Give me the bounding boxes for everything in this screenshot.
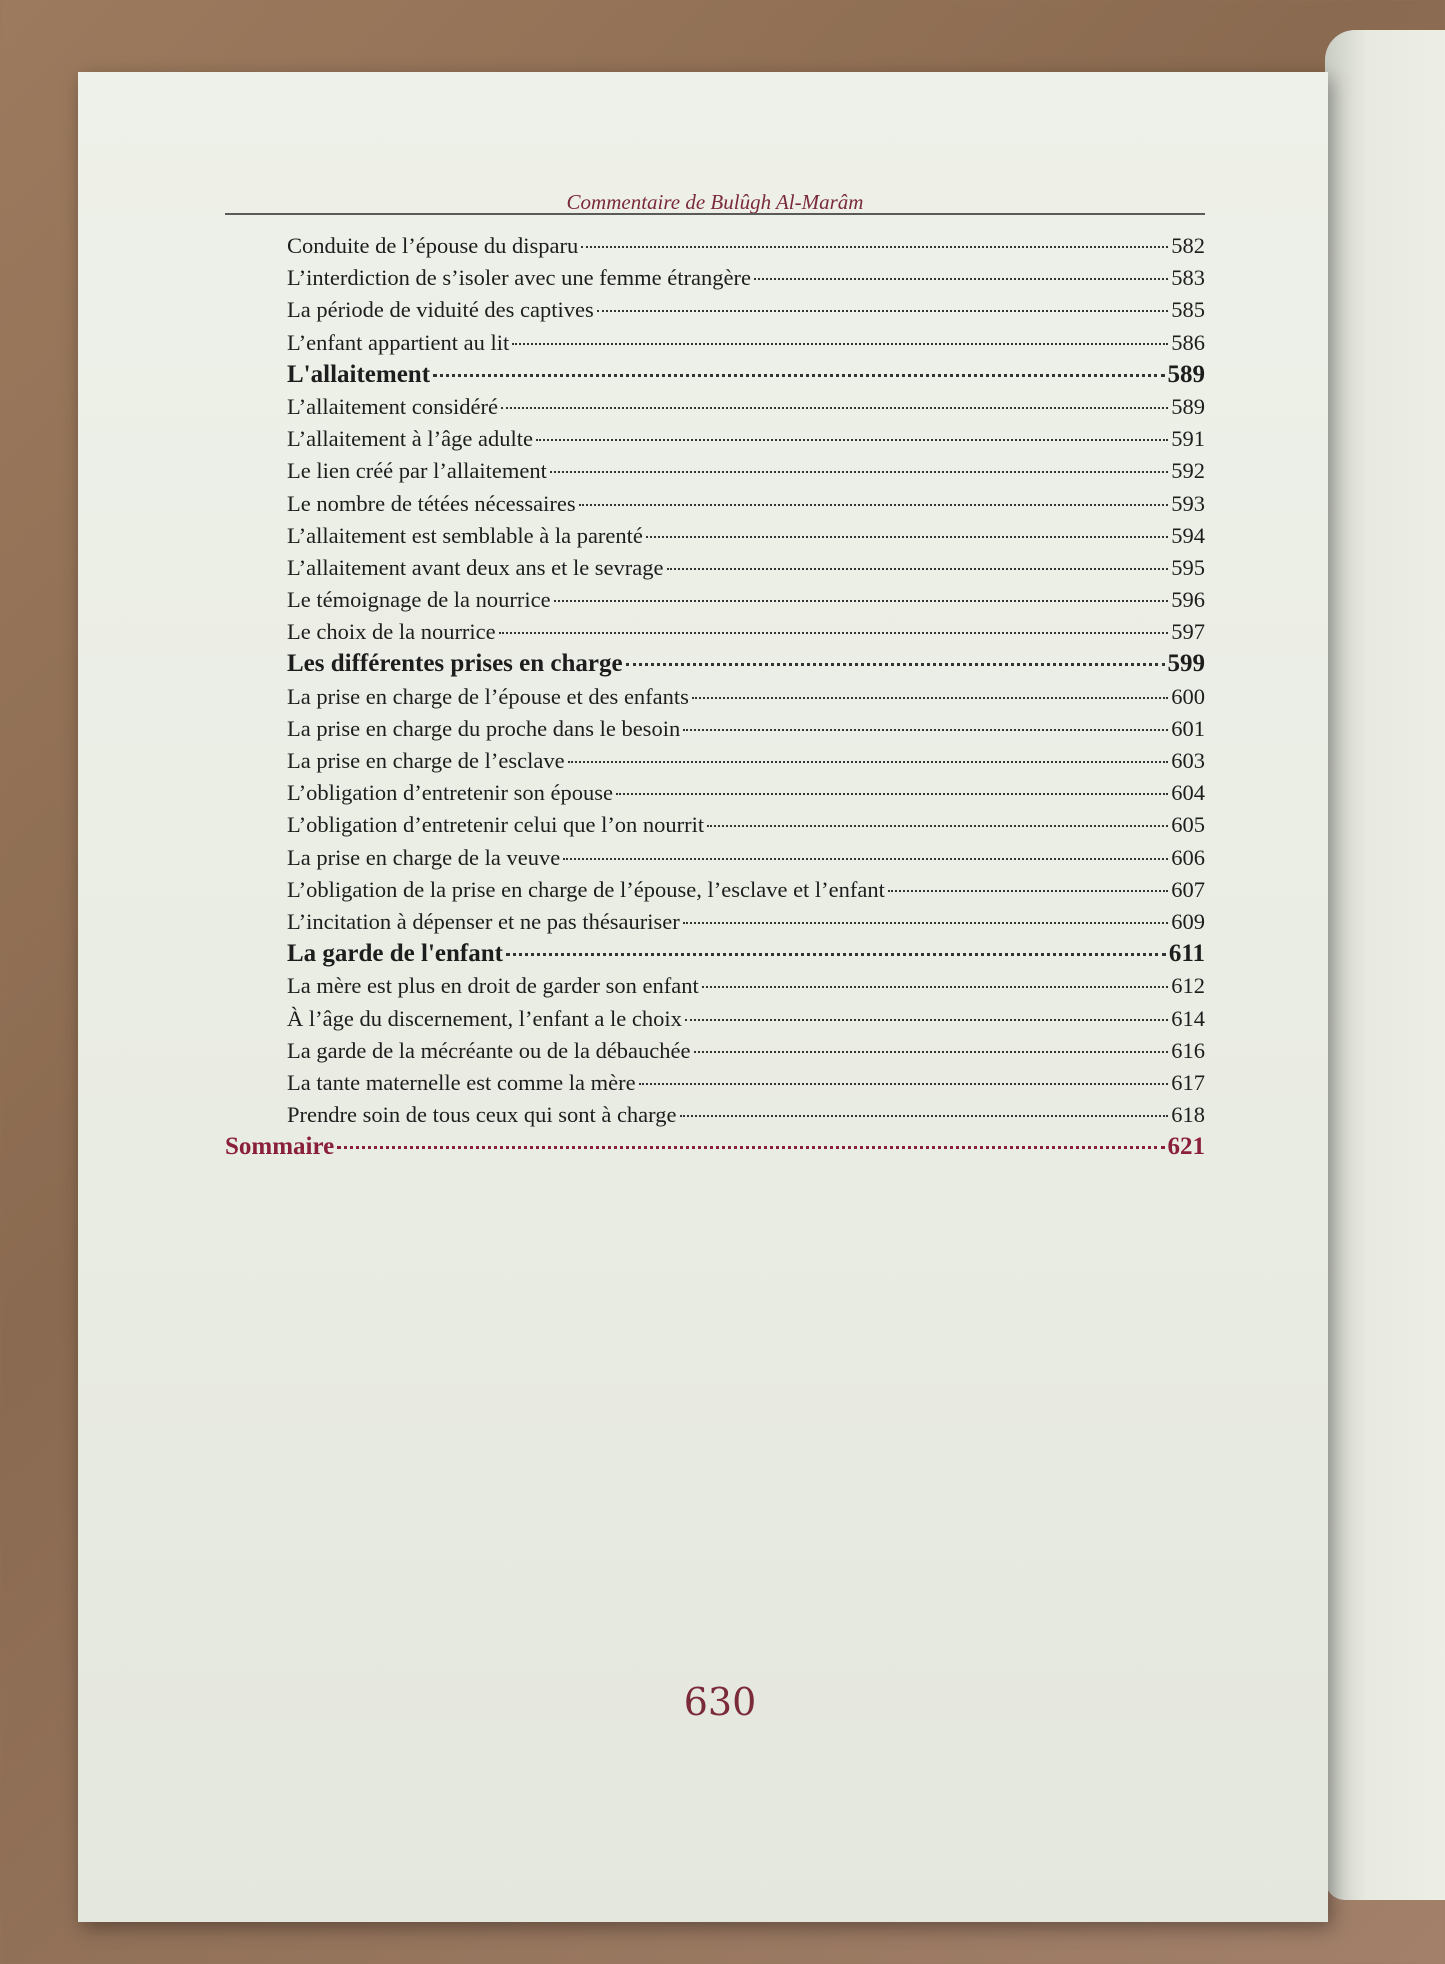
toc-entry-label: L’obligation d’entretenir celui que l’on nourrit (287, 812, 705, 838)
dot-leader (692, 697, 1168, 699)
toc-entry-page-number: 606 (1171, 844, 1205, 870)
toc-entry-label: La prise en charge de la veuve (287, 844, 561, 870)
toc-entry-page-number: 597 (1171, 619, 1205, 645)
toc-entry (225, 455, 1205, 487)
dot-leader (581, 246, 1168, 248)
toc-entry-label: Le choix de la nourrice (287, 619, 496, 645)
toc-entry (225, 713, 1205, 745)
toc-entry (225, 1067, 1205, 1099)
toc-entry-label: La tante maternelle est comme la mère (287, 1069, 636, 1095)
toc-entry-page-number: 595 (1171, 554, 1205, 580)
dot-leader (554, 600, 1169, 602)
toc-entry-label: L’allaitement à l’âge adulte (287, 426, 533, 452)
toc-entry (225, 906, 1205, 938)
toc-entry (225, 681, 1205, 713)
toc-entry (225, 616, 1205, 648)
toc-entry (225, 423, 1205, 455)
toc-entry-page-number: 603 (1171, 748, 1205, 773)
toc-entry-label: Le nombre de tétées nécessaires (287, 490, 576, 516)
toc-entry-label: La prise en charge du proche dans le besoin (287, 715, 681, 741)
dot-leader (707, 825, 1168, 827)
toc-entry (225, 1035, 1205, 1067)
toc-entry-page-number: 599 (1167, 650, 1205, 678)
toc-entry-label: L’allaitement avant deux ans et le sevrage (287, 554, 664, 580)
toc-entry-label: Sommaire (225, 1133, 335, 1161)
toc-entry-page-number: 594 (1171, 522, 1205, 548)
dot-leader (754, 278, 1168, 280)
dot-leader (683, 729, 1168, 731)
toc-entry (225, 1099, 1205, 1131)
toc-entry-page-number: 601 (1171, 715, 1205, 741)
toc-entry-page-number: 611 (1168, 940, 1205, 968)
dot-leader (680, 1115, 1169, 1117)
facing-page-edge (1325, 30, 1445, 1900)
toc-entry-page-number: 589 (1171, 393, 1205, 419)
toc-entry-label: La période de viduité des captives (287, 297, 594, 323)
toc-entry-label: L’incitation à dépenser et ne pas thésauriser (287, 908, 680, 934)
toc-entry (225, 745, 1205, 777)
toc-entry-page-number: 600 (1171, 683, 1205, 709)
toc-entry (225, 230, 1205, 262)
toc-entry (225, 520, 1205, 552)
page-number: 630 (683, 1680, 757, 1724)
toc-entry-label: La prise en charge de l’épouse et des enfants (287, 683, 689, 709)
toc-entry-label: Le lien créé par l’allaitement (287, 458, 547, 484)
dot-leader (579, 504, 1169, 506)
toc-entry-page-number: 607 (1171, 876, 1205, 902)
dot-leader (597, 310, 1168, 312)
dot-leader (683, 922, 1168, 924)
toc-entry-label: L'allaitement (287, 360, 431, 388)
toc-entry (225, 294, 1205, 326)
toc-entry (225, 488, 1205, 520)
toc-entry (225, 777, 1205, 809)
toc-entry-page-number: 621 (1167, 1133, 1205, 1161)
toc-entry-page-number: 617 (1171, 1069, 1205, 1095)
dot-leader (550, 471, 1168, 473)
dot-leader (888, 890, 1168, 892)
toc-entry-page-number: 582 (1171, 233, 1205, 258)
dot-leader (639, 1083, 1169, 1085)
toc-entry-label: Le témoignage de la nourrice (287, 587, 551, 613)
dot-leader (626, 663, 1165, 666)
toc-entry-label: L’interdiction de s’isoler avec une femme étrangère (287, 265, 751, 291)
running-head: Commentaire de Bulûgh Al-Marâm (566, 190, 864, 214)
dot-leader (433, 374, 1164, 377)
table-of-contents (225, 230, 1205, 1163)
toc-entry-page-number: 604 (1171, 780, 1205, 806)
toc-entry-page-number: 605 (1171, 812, 1205, 838)
dot-leader (616, 793, 1168, 795)
toc-section-heading (225, 938, 1205, 970)
toc-entry (225, 809, 1205, 841)
toc-entry (225, 552, 1205, 584)
dot-leader (694, 1051, 1169, 1053)
toc-entry-label: Conduite de l’épouse du disparu (287, 233, 579, 258)
toc-entry (225, 391, 1205, 423)
toc-entry-page-number: 614 (1171, 1005, 1205, 1031)
dot-leader (702, 986, 1169, 988)
dot-leader (512, 343, 1168, 345)
toc-entry (225, 842, 1205, 874)
toc-entry (225, 584, 1205, 616)
toc-entry-page-number: 585 (1171, 297, 1205, 323)
toc-entry-page-number: 591 (1171, 426, 1205, 452)
toc-entry-page-number: 583 (1171, 265, 1205, 291)
dot-leader (337, 1146, 1164, 1149)
dot-leader (563, 858, 1168, 860)
toc-entry (225, 327, 1205, 359)
toc-entry-label: À l’âge du discernement, l’enfant a le choix (287, 1005, 682, 1031)
toc-entry (225, 970, 1205, 1002)
dot-leader (499, 632, 1169, 634)
toc-entry-page-number: 589 (1167, 360, 1205, 388)
toc-entry-page-number: 609 (1171, 908, 1205, 934)
toc-entry-page-number: 586 (1171, 329, 1205, 355)
toc-entry-label: L’obligation de la prise en charge de l’épouse, l’esclave et l’enfant (287, 876, 885, 902)
toc-entry-page-number: 618 (1171, 1102, 1205, 1128)
dot-leader (506, 953, 1166, 956)
dot-leader (501, 407, 1168, 409)
toc-section-heading (225, 648, 1205, 680)
toc-section-heading (225, 359, 1205, 391)
toc-entry-label: Prendre soin de tous ceux qui sont à charge (287, 1102, 677, 1128)
toc-entry-page-number: 592 (1171, 458, 1205, 484)
toc-entry (225, 262, 1205, 294)
toc-entry-page-number: 593 (1171, 490, 1205, 516)
toc-entry-page-number: 612 (1171, 973, 1205, 999)
toc-entry-label: L’allaitement est semblable à la parenté (287, 522, 643, 548)
toc-entry-label: La prise en charge de l’esclave (287, 748, 565, 773)
toc-entry-page-number: 596 (1171, 587, 1205, 613)
dot-leader (685, 1019, 1168, 1021)
toc-entry-label: L’enfant appartient au lit (287, 329, 510, 355)
toc-entry (225, 1003, 1205, 1035)
dot-leader (646, 536, 1168, 538)
toc-entry-label: La garde de l'enfant (287, 940, 503, 968)
dot-leader (536, 439, 1168, 441)
toc-entry-label: L’allaitement considéré (287, 393, 498, 419)
toc-summary-entry (225, 1131, 1205, 1163)
toc-entry (225, 874, 1205, 906)
toc-entry-label: La garde de la mécréante ou de la débauchée (287, 1037, 691, 1063)
header-rule (225, 213, 1205, 215)
toc-entry-label: Les différentes prises en charge (287, 650, 623, 678)
dot-leader (667, 568, 1169, 570)
toc-entry-label: L’obligation d’entretenir son épouse (287, 780, 613, 806)
toc-entry-page-number: 616 (1171, 1037, 1205, 1063)
dot-leader (568, 761, 1169, 763)
toc-entry-label: La mère est plus en droit de garder son enfant (287, 973, 699, 999)
